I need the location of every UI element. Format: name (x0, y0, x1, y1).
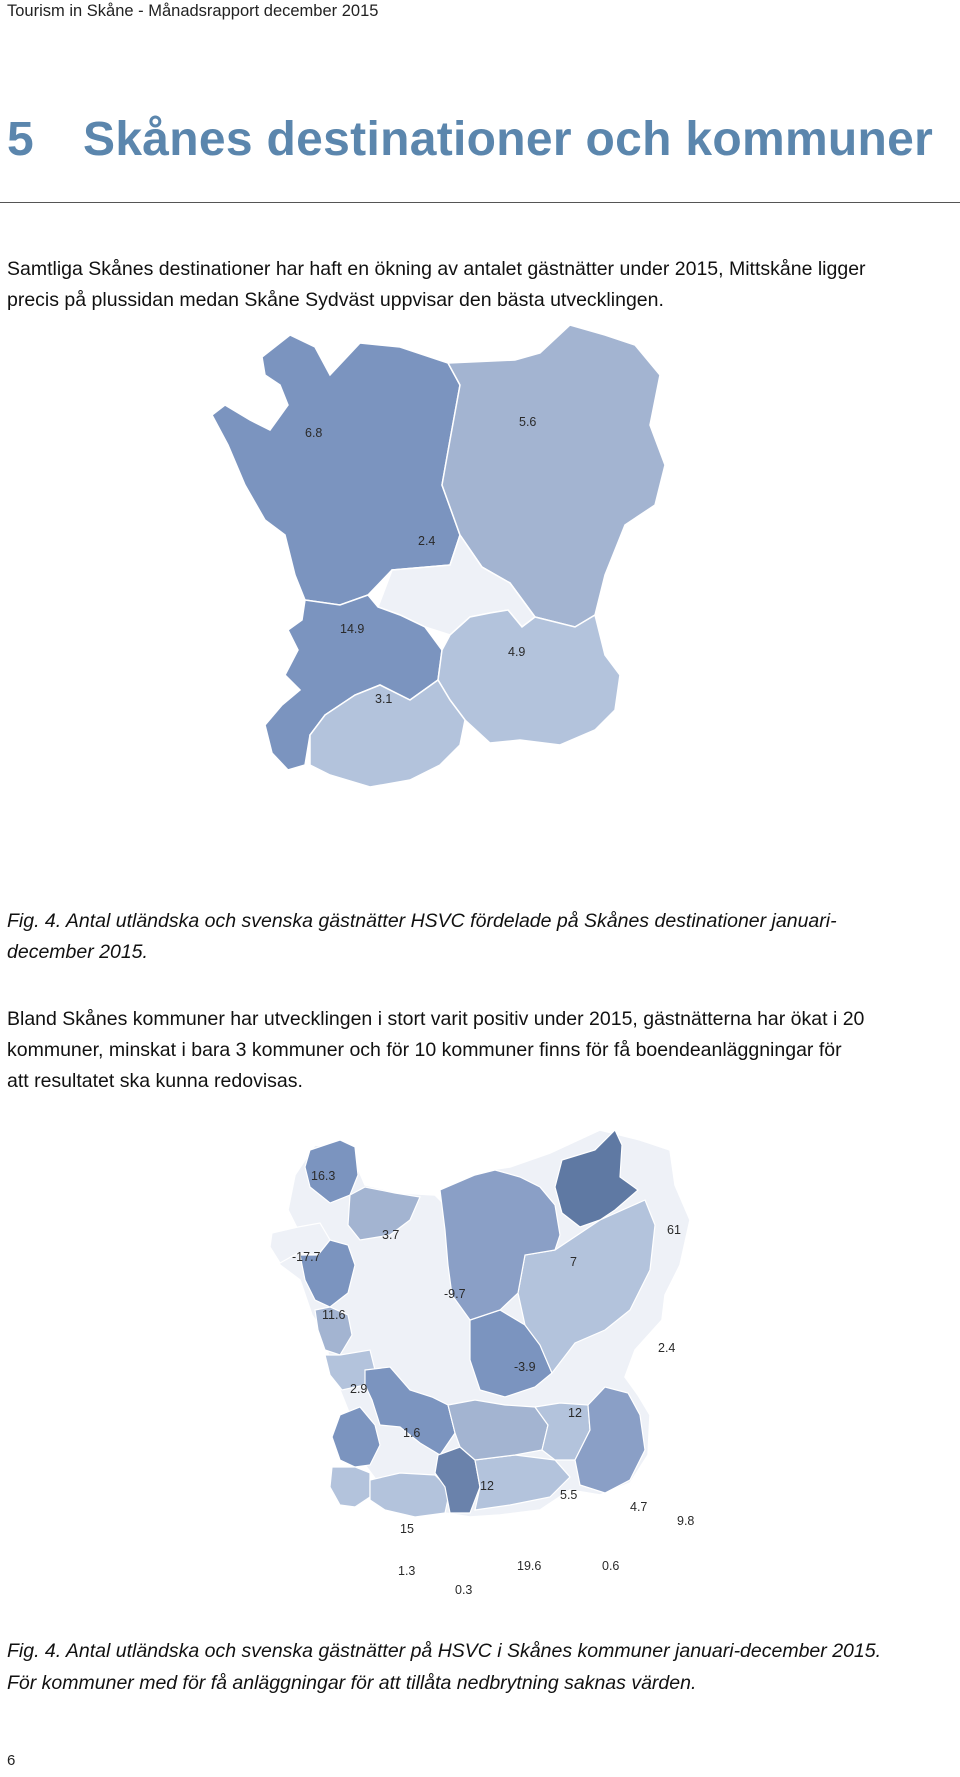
label-municipality-4: 11.6 (322, 1308, 346, 1322)
label-municipality-16: 9.8 (677, 1514, 695, 1528)
destinations-map (210, 325, 690, 865)
body-line-3: att resultatet ska kunna redovisas. (7, 1070, 303, 1092)
label-municipality-12: 1.6 (403, 1426, 421, 1440)
label-municipality-11: 12 (568, 1406, 582, 1420)
label-mittskane: 2.4 (418, 534, 436, 548)
label-skane-sydvast: 14.9 (340, 622, 365, 636)
label-municipality-17: 15 (400, 1522, 414, 1536)
label-skane-nordost: 5.6 (519, 415, 537, 429)
label-municipality-18: 1.3 (398, 1564, 416, 1578)
label-municipality-6: 7 (570, 1255, 577, 1269)
label-municipality-5: -9.7 (444, 1287, 466, 1301)
figure2-caption-line-1: Fig. 4. Antal utländska och svenska gästnätter på HSVC i Skånes kommuner januari-december 2015. (7, 1640, 881, 1662)
label-municipality-7: 61 (667, 1223, 681, 1237)
label-municipality-3: -17.7 (292, 1250, 321, 1264)
intro-line-1: Samtliga Skånes destinationer har haft en ökning av antalet gästnätter under 2015, Mittskåne ligger (7, 258, 866, 280)
body-line-1: Bland Skånes kommuner har utvecklingen i stort varit positiv under 2015, gästnätterna har ökat i 20 (7, 1008, 865, 1030)
figure2-caption-line-2: För kommuner med för få anläggningar för att tillåta nedbrytning saknas värden. (7, 1672, 697, 1694)
label-municipality-15: 4.7 (630, 1500, 648, 1514)
figure1-caption-line-2: december 2015. (7, 941, 148, 963)
label-municipality-8: 2.4 (658, 1341, 676, 1355)
municipalities-labels (270, 1115, 770, 1635)
section-heading (7, 112, 933, 167)
label-skane-nordvast: 6.8 (305, 426, 323, 440)
figure1-caption-line-1: Fig. 4. Antal utländska och svenska gästnätter HSVC fördelade på Skånes destinationer januari- (7, 910, 837, 932)
label-municipality-13: 12 (480, 1479, 494, 1493)
label-soderslatt: 3.1 (375, 692, 393, 706)
label-municipality-19: 0.3 (455, 1583, 473, 1597)
label-municipality-9: -3.9 (514, 1360, 536, 1374)
region-osterlen (438, 610, 620, 745)
label-municipality-10: 2.9 (350, 1382, 368, 1396)
heading-rule (0, 202, 960, 203)
label-osterlen: 4.9 (508, 645, 526, 659)
label-municipality-1: 16.3 (311, 1169, 336, 1183)
label-municipality-2: 3.7 (382, 1228, 400, 1242)
page-number: 6 (7, 1752, 16, 1769)
intro-line-2: precis på plussidan medan Skåne Sydväst uppvisar den bästa utvecklingen. (7, 289, 664, 311)
label-municipality-21: 0.6 (602, 1559, 620, 1573)
label-municipality-20: 19.6 (517, 1559, 542, 1573)
section-title: Skånes destinationer och kommuner (83, 113, 934, 166)
region-skane-nordvast (212, 335, 460, 605)
body-line-2: kommuner, minskat i bara 3 kommuner och för 10 kommuner finns för få boendeanläggningar för (7, 1039, 842, 1061)
section-number: 5 (7, 113, 34, 166)
label-municipality-14: 5.5 (560, 1488, 578, 1502)
running-header: Tourism in Skåne - Månadsrapport december 2015 (7, 2, 379, 20)
